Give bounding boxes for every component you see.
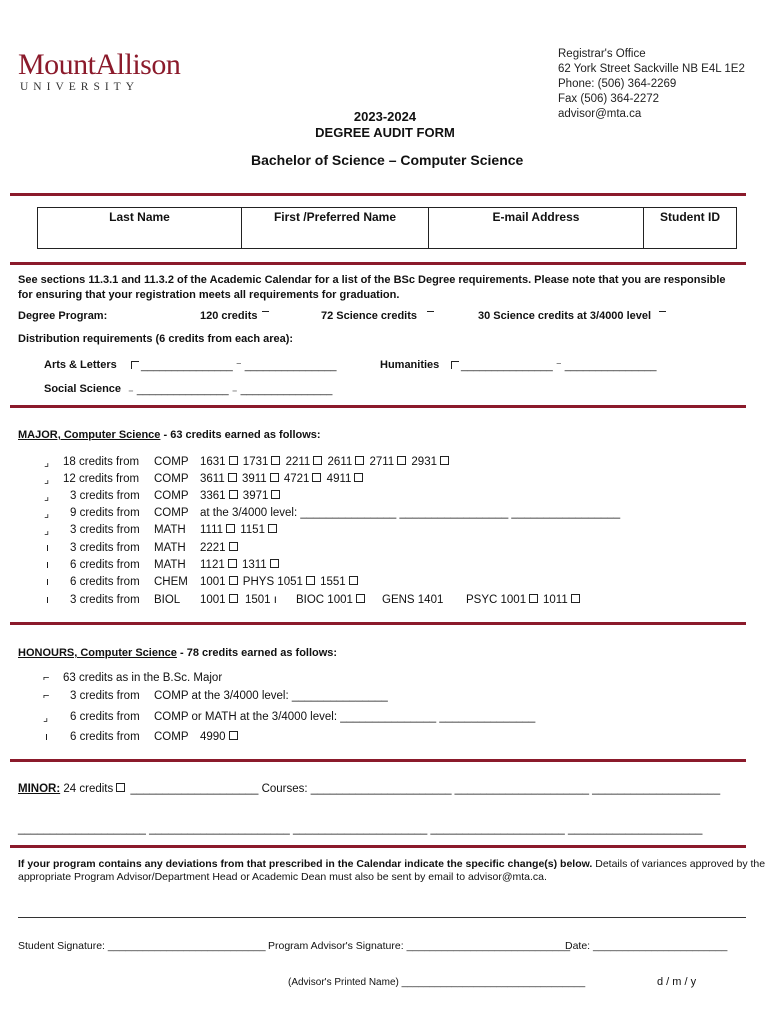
course-checkbox[interactable] <box>270 473 279 482</box>
science-credits <box>321 310 436 322</box>
course-checkbox[interactable] <box>270 559 279 568</box>
honours-row-1-text: 63 credits as in the B.Sc. Major <box>63 672 223 684</box>
upper-level-credits <box>478 310 668 322</box>
course-checkbox[interactable] <box>229 594 238 603</box>
major-row-credits: 9 credits from <box>70 507 140 519</box>
intro-line-1: See sections 11.3.1 and 11.3.2 of the Academic Calendar for a list of the BSc Degree requirements. Please note that you are responsible <box>18 274 726 286</box>
honours-heading <box>18 647 337 659</box>
major-row-courses <box>200 524 279 536</box>
course-code: 1731 <box>242 456 269 468</box>
course-code: BIOC 1001 <box>296 594 353 606</box>
divider <box>10 193 746 196</box>
major-row-credits: 12 credits from <box>63 473 140 485</box>
deviation-note-rest: Details of variances approved by the <box>592 858 766 870</box>
date-field[interactable]: Date: _______________________ <box>565 940 728 952</box>
arts-letters-label: Arts & Letters <box>44 359 117 371</box>
course-checkbox[interactable] <box>229 542 238 551</box>
course-code: 1001 <box>200 576 226 588</box>
course-checkbox[interactable] <box>313 456 322 465</box>
course-code: 3971 <box>242 490 269 502</box>
course-checkbox[interactable] <box>229 576 238 585</box>
major-row-subject: COMP <box>154 507 189 519</box>
science-credits-checkbox[interactable] <box>427 311 434 319</box>
course-checkbox[interactable] <box>228 559 237 568</box>
bullet-icon: ⌟ <box>44 525 50 537</box>
course-group <box>296 594 367 606</box>
date-format-hint: d / m / y <box>657 976 697 988</box>
course-group <box>200 594 240 606</box>
soc-blank-1[interactable]: _______________ <box>136 384 229 396</box>
course-code: 1001 <box>200 594 226 606</box>
course-code: 4721 <box>283 473 310 485</box>
course-checkbox[interactable] <box>356 594 365 603</box>
major-row-subject: MATH <box>154 559 186 571</box>
course-checkbox[interactable] <box>228 473 237 482</box>
hum-blank-2[interactable]: ⁻ <box>555 360 562 372</box>
course-code: 1311 <box>241 559 267 571</box>
honours-heading-title: HONOURS, Computer Science <box>18 647 177 659</box>
major-row-credits: 18 credits from <box>63 456 140 468</box>
registrar-line-3: Phone: (506) 364-2269 <box>558 78 677 90</box>
honours-row-1 <box>43 672 49 684</box>
course-code: 2221 <box>200 542 226 554</box>
logo-subtitle: UNIVERSITY <box>20 81 139 93</box>
major-row-credits: 6 credits from <box>70 576 140 588</box>
bullet-icon: ⌐ <box>43 690 50 702</box>
major-row-credits: 6 credits from <box>70 559 140 571</box>
divider <box>10 845 746 848</box>
major-row-courses <box>200 473 365 485</box>
form-title <box>285 109 485 141</box>
email-field[interactable] <box>429 208 644 248</box>
total-credits-label: 120 credits <box>200 310 258 322</box>
last-name-label: Last Name <box>109 210 170 224</box>
major-row-courses <box>200 490 282 502</box>
bullet-icon: ⌟ <box>44 457 50 469</box>
divider <box>10 759 746 762</box>
major-row-courses <box>200 559 281 571</box>
course-checkbox[interactable] <box>529 594 538 603</box>
course-code: 2611 <box>327 456 353 468</box>
deviation-note-bold: If your program contains any deviations from that prescribed in the Calendar indicate the specific change(s) below. <box>18 858 593 870</box>
course-group <box>245 594 277 606</box>
email-label: E-mail Address <box>492 210 580 224</box>
course-code: 3361 <box>200 490 226 502</box>
total-credits <box>200 310 271 322</box>
registrar-line-1: Registrar's Office <box>558 48 646 60</box>
deviation-note <box>18 858 765 870</box>
bullet-icon: ⌟ <box>44 491 50 503</box>
course-checkbox[interactable] <box>397 456 406 465</box>
minor-courses[interactable]: Courses: ______________________ _____________________ ____________________ <box>261 783 721 795</box>
honours-row-3-text[interactable]: COMP or MATH at the 3/4000 level: _______________ _______________ <box>154 711 536 723</box>
intro-line-2: for ensuring that your registration meets all requirements for graduation. <box>18 289 400 301</box>
total-credits-checkbox[interactable] <box>262 311 269 319</box>
bullet-icon: ⌐ <box>43 672 50 684</box>
soc-blank-2[interactable]: _______________ <box>240 384 333 396</box>
honours-row-4-course <box>200 731 240 743</box>
bullet-icon: ⌟ <box>44 508 50 520</box>
deviation-entry-line[interactable] <box>18 917 746 918</box>
major-row-subject: MATH <box>154 542 186 554</box>
hum-blank-1[interactable]: _______________ <box>461 360 553 372</box>
honours-row-3-bullet <box>43 711 48 724</box>
arts-blank-2[interactable]: ⁻ <box>235 360 242 372</box>
arts-blank-1[interactable]: _______________ <box>141 360 233 372</box>
humanities-blanks[interactable] <box>448 359 656 372</box>
major-heading <box>18 429 321 441</box>
course-4990-checkbox[interactable] <box>229 731 238 740</box>
major-row-subject: CHEM <box>154 576 188 588</box>
humanities-checkbox[interactable] <box>451 361 459 369</box>
course-code: 1151 <box>240 524 265 536</box>
major-row-courses <box>200 507 620 519</box>
upper-level-label: 30 Science credits at 3/4000 level <box>478 310 652 322</box>
social-science-blanks[interactable]: ₋ _______________ ₋ _______________ <box>128 384 333 396</box>
course-code: 2931 <box>411 456 437 468</box>
registrar-line-2: 62 York Street Sackville NB E4L 1E2 <box>558 63 745 75</box>
course-group <box>466 594 540 606</box>
course-checkbox[interactable] <box>226 524 235 533</box>
first-name-label: First /Preferred Name <box>273 210 397 224</box>
first-name-field[interactable] <box>242 208 429 248</box>
arts-blank-3[interactable]: _______________ <box>244 360 337 372</box>
course-checkbox[interactable]: ı <box>270 594 277 606</box>
registrar-address <box>558 47 745 122</box>
honours-row-2-text[interactable]: COMP at the 3/4000 level: _______________ <box>154 690 388 702</box>
minor-credits: 24 credits <box>63 783 114 795</box>
honours-row-4-credits: 6 credits from <box>70 731 140 743</box>
minor-row <box>18 783 720 795</box>
course-checkbox[interactable] <box>268 524 277 533</box>
bullet-icon: ⌟ <box>43 712 49 724</box>
upper-level-checkbox[interactable] <box>659 311 666 319</box>
major-row-courses <box>200 542 240 554</box>
divider <box>10 622 746 625</box>
major-heading-rest: - 63 credits earned as follows: <box>160 429 321 441</box>
course-checkbox[interactable] <box>229 490 238 499</box>
major-row-credits: 3 credits from <box>70 524 140 536</box>
course-group <box>543 594 582 606</box>
course-code: 1631 <box>200 456 226 468</box>
course-checkbox[interactable] <box>312 473 321 482</box>
distribution-label: Distribution requirements (6 credits from each area): <box>18 333 294 345</box>
social-science-label: Social Science <box>44 383 122 395</box>
divider <box>10 262 746 265</box>
honours-row-3-credits: 6 credits from <box>70 711 140 723</box>
student-id-field[interactable] <box>644 208 736 248</box>
major-row-credits: 3 credits from <box>70 542 140 554</box>
bullet-icon: ı <box>46 559 50 571</box>
course-code: PSYC 1001 <box>466 594 527 606</box>
course-4990: 4990 <box>200 731 226 743</box>
minor-label: MINOR: <box>18 783 61 795</box>
course-code: 1121 <box>200 559 225 571</box>
registrar-line-4: Fax (506) 364-2272 <box>558 93 660 105</box>
degree-program-label: Degree Program: <box>18 310 108 322</box>
course-code: PHYS 1051 <box>242 576 303 588</box>
program-title: Bachelor of Science – Computer Science <box>251 152 524 168</box>
course-checkbox[interactable] <box>306 576 315 585</box>
registrar-email[interactable]: advisor@mta.ca <box>558 108 642 120</box>
major-row-subject: COMP <box>154 456 189 468</box>
major-row-subject: MATH <box>154 524 186 536</box>
logo: MountAllison <box>18 48 181 81</box>
major-row-credits: 3 credits from <box>70 490 140 502</box>
minor-courses-line-2[interactable]: ____________________ ______________________ _____________________ _____________________ _____________________ <box>18 823 703 835</box>
academic-year: 2023-2024 <box>353 109 417 124</box>
bullet-icon: ı <box>46 576 50 588</box>
minor-credits-checkbox[interactable] <box>116 783 125 792</box>
course-group <box>382 594 443 606</box>
course-code: 2711 <box>369 456 395 468</box>
course-checkbox[interactable] <box>355 456 364 465</box>
divider <box>10 405 746 408</box>
major-row-subject: BIOL <box>154 594 181 606</box>
major-row-subject: COMP <box>154 473 189 485</box>
major-row-courses <box>200 456 451 468</box>
upper-level-blanks[interactable]: at the 3/4000 level: _______________ _________________ _________________ <box>200 507 621 519</box>
course-code: 4911 <box>326 473 352 485</box>
bullet-icon: ı <box>46 594 50 606</box>
honours-heading-rest: - 78 credits earned as follows: <box>176 647 338 659</box>
student-info-table <box>37 207 737 249</box>
course-code: 3911 <box>241 473 267 485</box>
advisor-signature[interactable]: Program Advisor's Signature: ____________________________ <box>268 940 571 952</box>
arts-checkbox[interactable] <box>131 361 139 369</box>
course-checkbox[interactable] <box>271 456 280 465</box>
arts-letters-blanks[interactable] <box>128 359 336 372</box>
honours-row-4-subject: COMP <box>154 731 189 743</box>
hum-blank-3[interactable]: _______________ <box>564 360 657 372</box>
last-name-field[interactable] <box>38 208 242 248</box>
bullet-icon: ⌟ <box>44 474 50 486</box>
course-checkbox[interactable] <box>229 456 238 465</box>
humanities-label: Humanities <box>380 359 440 371</box>
student-id-label: Student ID <box>660 210 720 224</box>
course-checkbox[interactable] <box>354 473 363 482</box>
advisor-printed-name[interactable]: (Advisor's Printed Name) _________________________________ <box>288 977 586 988</box>
course-code: 1551 <box>320 576 346 588</box>
science-credits-label: 72 Science credits <box>321 310 418 322</box>
course-code: 3611 <box>200 473 225 485</box>
course-code: 1111 <box>200 524 224 536</box>
form-name: DEGREE AUDIT FORM <box>315 125 455 140</box>
major-row-courses <box>200 576 360 588</box>
major-heading-title: MAJOR, Computer Science <box>18 429 161 441</box>
course-code: 1501 <box>245 594 271 606</box>
bullet-icon: ı <box>46 542 50 554</box>
course-code: 1011 <box>543 594 568 606</box>
honours-row-2-bullet <box>43 690 49 702</box>
student-signature[interactable]: Student Signature: ___________________________ <box>18 940 266 952</box>
course-checkbox[interactable] <box>571 594 580 603</box>
course-checkbox[interactable] <box>440 456 449 465</box>
course-code: 2211 <box>285 456 311 468</box>
course-code: GENS 1401 <box>382 594 444 606</box>
honours-row-4-bullet <box>45 731 48 743</box>
honours-row-2-credits: 3 credits from <box>70 690 140 702</box>
minor-blank[interactable]: ____________________ <box>130 783 259 795</box>
course-checkbox[interactable] <box>271 490 280 499</box>
deviation-note-line-2: appropriate Program Advisor/Department Head or Academic Dean must also be sent by email to advisor@mta.ca. <box>18 871 547 883</box>
bullet-icon: ı <box>45 731 49 743</box>
major-row-subject: COMP <box>154 490 189 502</box>
course-checkbox[interactable] <box>349 576 358 585</box>
major-row-credits: 3 credits from <box>70 594 140 606</box>
